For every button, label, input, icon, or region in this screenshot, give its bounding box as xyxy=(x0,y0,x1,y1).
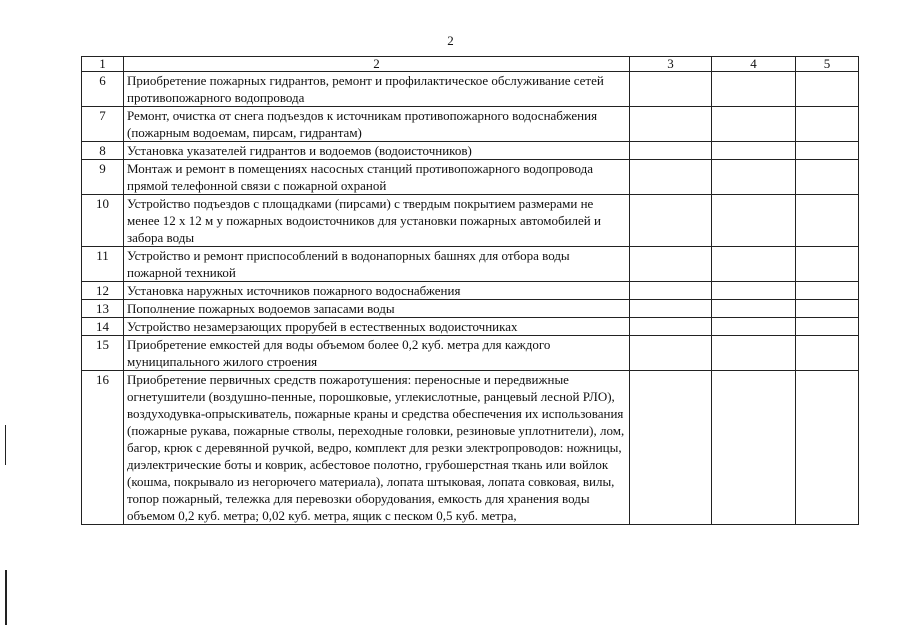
empty-cell xyxy=(630,107,712,142)
row-text: Приобретение первичных средств пожаротушения: переносные и передвижные огнетушители (воздушно-пенные, порошковые, углекислотные, ранцевый лесной РЛО), воздуходувка-опрыскиватель, пожарные краны и средства обеспечения их использования (пожарные рукава, пожарные стволы, переходные головки, резиновые уплотнители), лом, багор, крюк с деревянной ручкой, ведро, комплект для резки электропроводов: ножницы, диэлектрические боты и коврик, асбестовое полотно, грубошерстная ткань или войлок (кошма, покрывало из негорючего материала), лопата штыковая, лопата совковая, вилы, топор пожарный, тележка для перевозки оборудования, емкость для хранения воды объемом 0,2 куб. метра; 0,02 куб. метра, ящик с песком 0,5 куб. метра, xyxy=(124,371,630,525)
empty-cell xyxy=(796,282,859,300)
row-text: Установка указателей гидрантов и водоемов (водоисточников) xyxy=(124,142,630,160)
header-cell: 2 xyxy=(124,57,630,72)
margin-mark xyxy=(5,570,7,625)
row-number: 16 xyxy=(82,371,124,525)
empty-cell xyxy=(712,247,796,282)
row-number: 13 xyxy=(82,300,124,318)
header-cell: 4 xyxy=(712,57,796,72)
table-row xyxy=(82,195,859,247)
empty-cell xyxy=(712,371,796,525)
table-row xyxy=(82,142,859,160)
empty-cell xyxy=(630,318,712,336)
empty-cell xyxy=(630,371,712,525)
empty-cell xyxy=(712,318,796,336)
empty-cell xyxy=(630,72,712,107)
empty-cell xyxy=(796,336,859,371)
row-text: Установка наружных источников пожарного водоснабжения xyxy=(124,282,630,300)
empty-cell xyxy=(796,160,859,195)
table-row xyxy=(82,72,859,107)
table-row xyxy=(82,371,859,525)
row-text: Устройство и ремонт приспособлений в водонапорных башнях для отбора воды пожарной техникой xyxy=(124,247,630,282)
measures-table xyxy=(81,56,859,525)
row-number: 10 xyxy=(82,195,124,247)
page-number: 2 xyxy=(447,33,454,48)
empty-cell xyxy=(712,107,796,142)
table-row xyxy=(82,160,859,195)
empty-cell xyxy=(630,282,712,300)
row-text: Приобретение емкостей для воды объемом более 0,2 куб. метра для каждого муниципального жилого строения xyxy=(124,336,630,371)
empty-cell xyxy=(796,107,859,142)
row-number: 14 xyxy=(82,318,124,336)
empty-cell xyxy=(796,142,859,160)
row-number: 15 xyxy=(82,336,124,371)
row-number: 12 xyxy=(82,282,124,300)
empty-cell xyxy=(796,371,859,525)
row-number: 6 xyxy=(82,72,124,107)
row-text: Монтаж и ремонт в помещениях насосных станций противопожарного водопровода прямой телефонной связи с пожарной охраной xyxy=(124,160,630,195)
table-row xyxy=(82,107,859,142)
row-text: Приобретение пожарных гидрантов, ремонт и профилактическое обслуживание сетей противопожарного водопровода xyxy=(124,72,630,107)
table-row xyxy=(82,318,859,336)
empty-cell xyxy=(796,247,859,282)
row-text: Пополнение пожарных водоемов запасами воды xyxy=(124,300,630,318)
row-number: 8 xyxy=(82,142,124,160)
empty-cell xyxy=(712,336,796,371)
row-number: 9 xyxy=(82,160,124,195)
empty-cell xyxy=(712,282,796,300)
table-row xyxy=(82,336,859,371)
table-row xyxy=(82,300,859,318)
row-number: 11 xyxy=(82,247,124,282)
empty-cell xyxy=(630,142,712,160)
row-text: Устройство подъездов с площадками (пирсами) с твердым покрытием размерами не менее 12 х 12 м у пожарных водоисточников для установки пожарных автомобилей и забора воды xyxy=(124,195,630,247)
table-header-row xyxy=(82,57,859,72)
empty-cell xyxy=(630,336,712,371)
empty-cell xyxy=(796,72,859,107)
table-row xyxy=(82,282,859,300)
empty-cell xyxy=(630,247,712,282)
header-cell: 5 xyxy=(796,57,859,72)
table-row xyxy=(82,247,859,282)
empty-cell xyxy=(712,300,796,318)
row-text: Ремонт, очистка от снега подъездов к источникам противопожарного водоснабжения (пожарным водоемам, пирсам, гидрантам) xyxy=(124,107,630,142)
empty-cell xyxy=(796,300,859,318)
empty-cell xyxy=(796,195,859,247)
empty-cell xyxy=(630,300,712,318)
empty-cell xyxy=(796,318,859,336)
row-number: 7 xyxy=(82,107,124,142)
header-cell: 3 xyxy=(630,57,712,72)
empty-cell xyxy=(712,160,796,195)
empty-cell xyxy=(712,72,796,107)
row-text: Устройство незамерзающих прорубей в естественных водоисточниках xyxy=(124,318,630,336)
margin-mark xyxy=(5,425,6,465)
header-cell: 1 xyxy=(82,57,124,72)
empty-cell xyxy=(630,160,712,195)
empty-cell xyxy=(712,195,796,247)
empty-cell xyxy=(712,142,796,160)
empty-cell xyxy=(630,195,712,247)
